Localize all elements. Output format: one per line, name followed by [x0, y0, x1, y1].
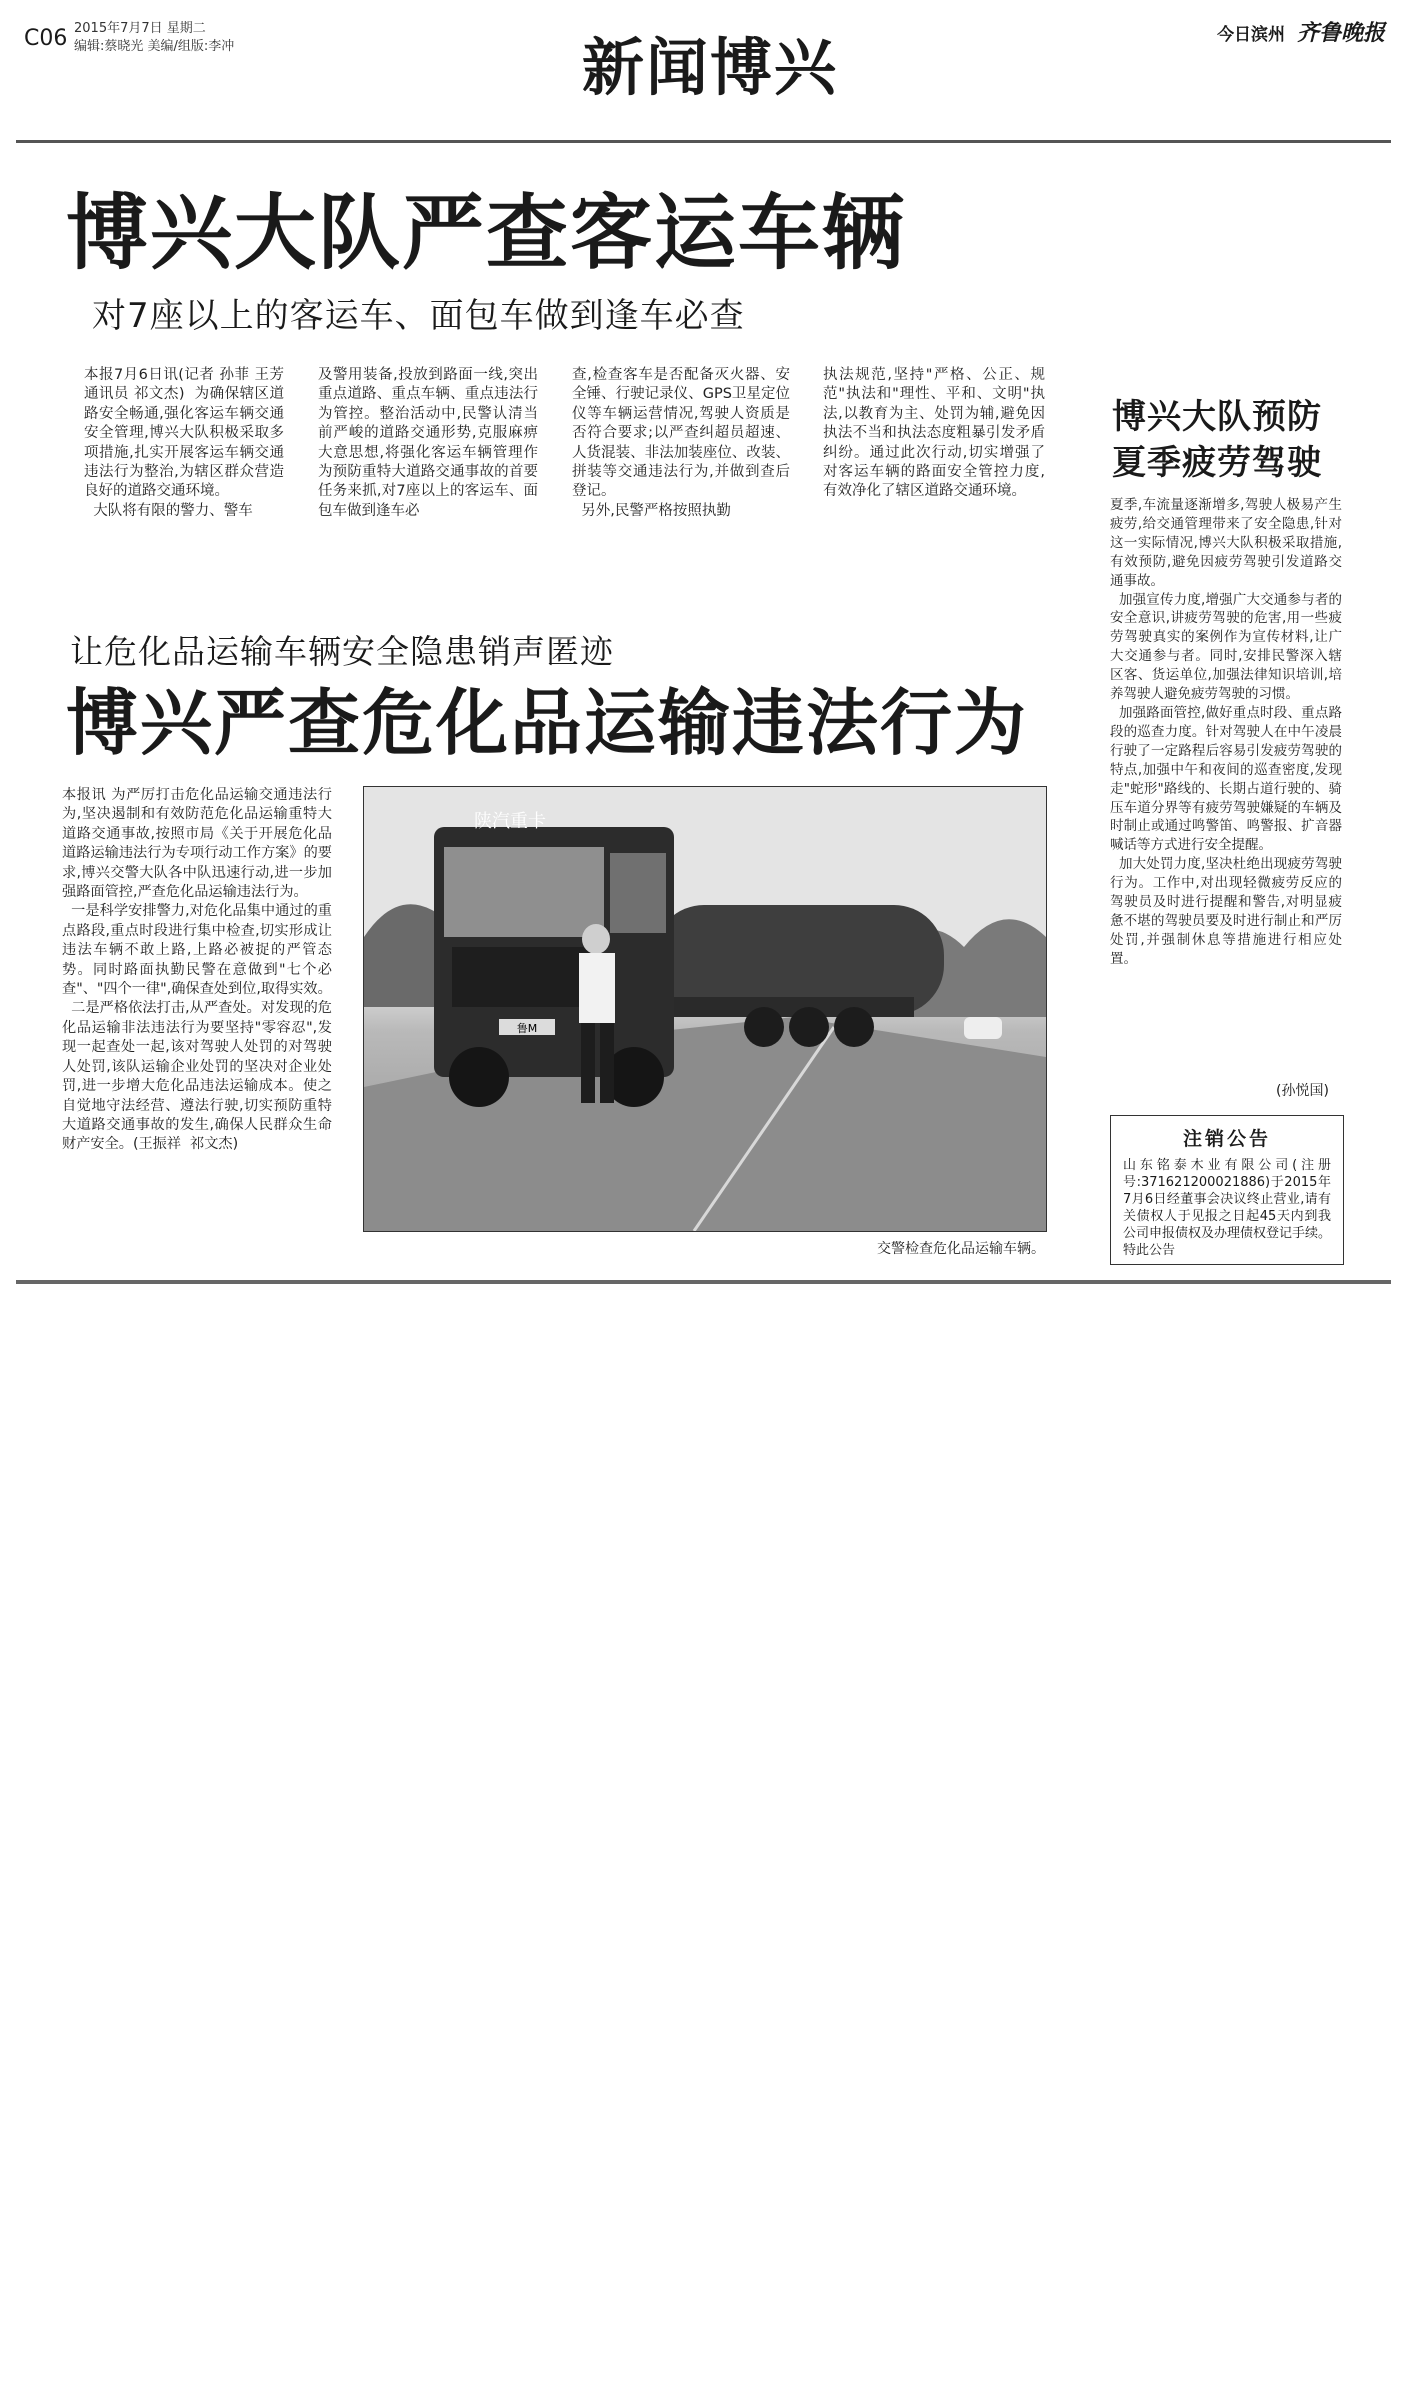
- photo-caption: 交警检查危化品运输车辆。: [877, 1241, 1045, 1257]
- truck-inspection-photo: [363, 786, 1047, 1232]
- article1-column-4: 执法规范,坚持"严格、公正、规范"执法和"理性、平和、文明"执法,以教育为主、处罚为辅,避免因执法不当和执法态度粗暴引发矛盾纠纷。通过此次行动,切实增强了对客运车辆的路面安全管控力度,有效净化了辖区道路交通环境。: [823, 367, 1045, 500]
- date-line: 2015年7月7日 星期二: [74, 21, 206, 36]
- cancellation-notice: [1110, 1115, 1344, 1265]
- notice-title: 注销公告: [1182, 1128, 1271, 1150]
- article2-kicker: 让危化品运输车辆安全隐患销声匿迹: [70, 632, 614, 671]
- footer-divider: [16, 1280, 1391, 1284]
- sidebar-body: 夏季,车流量逐渐增多,驾驶人极易产生疲劳,给交通管理带来了安全隐患,针对这一实际情况,博兴大队积极采取措施,有效预防,避免因疲劳驾驶引发道路交通事故。 加强宣传力度,增强广大交通参与者的安全意识,讲疲劳驾驶的危害,用一些疲劳驾驶真实的案例作为宣传材料,让广大交通参与者。同时,安排民警深入辖区客、货运单位,加强法律知识培训,培养驾驶人避免疲劳驾驶的习惯。 加强路面管控,做好重点时段、重点路段的巡查力度。针对驾驶人在中午凌晨行驶了一定路程后容易引发疲劳驾驶的特点,加强中午和夜间的巡查密度,发现走"蛇形"路线的、长期占道行驶的、骑压车道分界等有疲劳驾驶嫌疑的车辆及时制止或通过鸣警笛、鸣警报、扩音器喊话等方式进行安全提醒。 加大处罚力度,坚决杜绝出现疲劳驾驶行为。工作中,对出现轻微疲劳反应的驾驶员及时进行提醒和警告,对明显疲惫不堪的驾驶员要及时进行制止和严厉处罚,并强制休息等措施进行相应处置。: [1110, 497, 1342, 967]
- paper-brand-logo: 齐鲁晚报: [1296, 20, 1385, 46]
- truck-license-plate: 鲁M: [516, 1022, 538, 1035]
- article2-body: 本报讯 为严厉打击危化品运输交通违法行为,坚决遏制和有效防范危化品运输重特大道路交通事故,按照市局《关于开展危化品道路运输违法行为专项行动工作方案》的要求,博兴交警大队各中队迅速行动,进一步加强路面管控,严查危化品运输违法行为。 一是科学安排警力,对危化品集中通过的重点路段,重点时段进行集中检查,切实形成让违法车辆不敢上路,上路必被捉的严管态势。同时路面执勤民警在意做到"七个必查"、"四个一律",确保查处到位,取得实效。 二是严格依法打击,从严查处。对发现的危化品运输非法违法行为要坚持"零容忍",发现一起查处一起,该对驾驶人处罚的对驾驶人处罚,该队运输企业处罚的坚决对企业处罚,进一步增大危化品违法运输成本。使之自觉地守法经营、遵法行驶,切实预防重特大道路交通事故的发生,确保人民群众生命财产安全。(王振祥 祁文杰): [62, 787, 332, 1153]
- sidebar-byline: (孙悦国): [1276, 1083, 1329, 1099]
- sidebar-headline-line2: 夏季疲劳驾驶: [1112, 443, 1322, 483]
- edition-banner: [1217, 16, 1385, 47]
- truck-cab-sign: 陕汽重卡: [474, 811, 546, 832]
- page-number: C06: [24, 26, 68, 51]
- truck-photo-illustration: [364, 787, 1046, 1231]
- notice-body: 山东铭泰木业有限公司(注册号:371621200021886)于2015年7月6日经董事会决议终止营业,请有关债权人于见报之日起45天内到我公司申报债权及办理债权登记手续。特此公告: [1123, 1158, 1332, 1258]
- article2-headline: 博兴严查危化品运输违法行为: [66, 681, 1029, 765]
- article1-subheadline: 对7座以上的客运车、面包车做到逢车必查: [92, 296, 745, 336]
- article1-column-3: 查,检查客车是否配备灭火器、安全锤、行驶记录仪、GPS卫星定位仪等车辆运营情况,驾驶人资质是否符合要求;以严查纠超员超速、人货混装、非法加装座位、改装、拼装等交通违法行为,并做到查后登记。 另外,民警严格按照执勤: [572, 367, 790, 519]
- article1-column-2: 及警用装备,投放到路面一线,突出重点道路、重点车辆、重点违法行为管控。整治活动中,民警认清当前严峻的道路交通形势,克服麻痹大意思想,将强化客运车辆管理作为预防重特大道路交通事故的首要任务来抓,对7座以上的客运车、面包车做到逢车必: [318, 367, 538, 519]
- page-masthead: 新闻博兴: [581, 31, 838, 104]
- header-divider: [16, 140, 1391, 143]
- editor-line: 编辑:蔡晓光 美编/组版:李冲: [74, 39, 235, 54]
- article1-headline: 博兴大队严查客运车辆: [66, 186, 907, 281]
- sidebar-headline-line1: 博兴大队预防: [1112, 397, 1322, 437]
- article1-column-1: 本报7月6日讯(记者 孙菲 王芳 通讯员 祁文杰) 为确保辖区道路安全畅通,强化客运车辆交通安全管理,博兴大队积极采取多项措施,扎实开展客运车辆交通违法行为整治,为辖区群众营造良好的道路交通环境。 大队将有限的警力、警车: [84, 367, 284, 519]
- edition-label: 今日滨州: [1217, 25, 1286, 45]
